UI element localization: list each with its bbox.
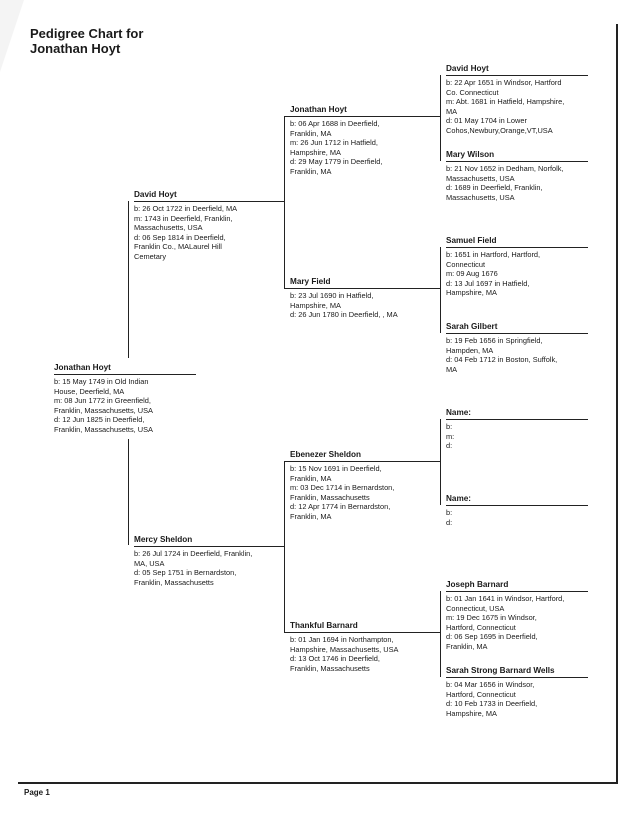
person-entry-gen4-8 bbox=[446, 665, 588, 718]
person-entry-gen3-mf bbox=[290, 449, 440, 522]
detail-line: b: 21 Nov 1652 in Dedham, Norfolk, bbox=[446, 164, 564, 173]
detail-line: m: 09 Aug 1676 bbox=[446, 269, 498, 279]
detail-line: Hampshire, Massachusetts, USA bbox=[290, 644, 399, 654]
person-name: Joseph Barnard bbox=[446, 580, 509, 589]
detail-line: b: 26 Oct 1722 in Deerfield, MA bbox=[134, 204, 238, 213]
detail-line: d: 04 Feb 1712 in Boston, Suffolk, bbox=[446, 355, 558, 365]
chart-title-line: Jonathan Hoyt bbox=[30, 41, 121, 56]
detail-line: Franklin, MA bbox=[446, 641, 488, 651]
detail-line: m: 19 Dec 1675 in Windsor, bbox=[446, 613, 537, 623]
detail-line: Hartford, Connecticut bbox=[446, 689, 516, 699]
person-details bbox=[290, 116, 440, 177]
detail-line: b: 19 Feb 1656 in Springfield, bbox=[446, 336, 543, 345]
person-name: Jonathan Hoyt bbox=[54, 363, 111, 372]
person-entry-gen4-6 bbox=[446, 493, 588, 527]
detail-line: Franklin Co., MALaurel Hill bbox=[134, 242, 222, 252]
person-name: Ebenezer Sheldon bbox=[290, 450, 361, 459]
person-entry-gen4-1 bbox=[446, 63, 588, 136]
detail-line: b: 15 May 1749 in Old Indian bbox=[54, 377, 149, 386]
detail-line: Franklin, MA bbox=[290, 166, 332, 176]
detail-line: Franklin, MA bbox=[290, 128, 332, 138]
chart-title-line: Pedigree Chart for bbox=[30, 26, 144, 41]
connector-line bbox=[284, 116, 285, 201]
detail-line: Franklin, Massachusetts, USA bbox=[54, 424, 153, 434]
detail-line: m: bbox=[446, 431, 455, 441]
detail-line: Hampshire, MA bbox=[446, 288, 497, 298]
detail-line: b: 01 Jan 1641 in Windsor, Hartford, bbox=[446, 594, 565, 603]
detail-line: d: 10 Feb 1733 in Deerfield, bbox=[446, 699, 538, 709]
person-details bbox=[290, 461, 440, 522]
detail-line: m: 1743 in Deerfield, Franklin, bbox=[134, 213, 233, 223]
detail-line: d: 1689 in Deerfield, Franklin, bbox=[446, 183, 543, 193]
connector-line bbox=[128, 439, 129, 545]
detail-line: d: 29 May 1779 in Deerfield, bbox=[290, 157, 383, 167]
person-name: Samuel Field bbox=[446, 236, 497, 245]
chart-title bbox=[30, 26, 143, 56]
detail-line: d: 12 Apr 1774 in Bernardston, bbox=[290, 502, 391, 512]
detail-line: Cohos,Newbury,Orange,VT,USA bbox=[446, 125, 553, 135]
detail-line: b: 23 Jul 1690 in Hatfield, bbox=[290, 291, 374, 300]
detail-line: Hampshire, MA bbox=[290, 147, 341, 157]
person-details bbox=[446, 505, 588, 527]
detail-line: Massachusetts, USA bbox=[446, 192, 515, 202]
person-details bbox=[446, 419, 588, 451]
detail-line: d: 12 Jun 1825 in Deerfield, bbox=[54, 415, 145, 425]
detail-line: d: 01 May 1704 in Lower bbox=[446, 116, 527, 126]
detail-line: b: 04 Mar 1656 in Windsor, bbox=[446, 680, 535, 689]
detail-line: MA, USA bbox=[134, 558, 165, 568]
person-details bbox=[446, 677, 588, 718]
person-name: Sarah Gilbert bbox=[446, 322, 498, 331]
connector-line bbox=[440, 419, 441, 505]
connector-line bbox=[284, 545, 285, 632]
person-name: Sarah Strong Barnard Wells bbox=[446, 666, 555, 675]
detail-line: d: 06 Sep 1814 in Deerfield, bbox=[134, 232, 226, 242]
person-name: Jonathan Hoyt bbox=[290, 105, 347, 114]
person-details bbox=[290, 632, 440, 673]
detail-line: m: 26 Jun 1712 in Hatfield, bbox=[290, 138, 378, 148]
person-entry-gen4-3 bbox=[446, 235, 588, 298]
person-name: Mary Wilson bbox=[446, 150, 495, 159]
detail-line: b: 22 Apr 1651 in Windsor, Hartford bbox=[446, 78, 562, 87]
detail-line: Franklin, Massachusetts, USA bbox=[54, 405, 153, 415]
person-name: David Hoyt bbox=[446, 64, 489, 73]
connector-line bbox=[440, 75, 441, 161]
detail-line: m: 08 Jun 1772 in Greenfield, bbox=[54, 396, 151, 406]
person-details bbox=[446, 247, 588, 298]
detail-line: Co. Connecticut bbox=[446, 87, 499, 97]
connector-line bbox=[128, 201, 129, 358]
detail-line: d: 13 Jul 1697 in Hatfield, bbox=[446, 278, 530, 288]
detail-line: House, Deerfield, MA bbox=[54, 386, 125, 396]
connector-line bbox=[440, 247, 441, 333]
person-entry-gen4-5 bbox=[446, 407, 588, 451]
person-details bbox=[134, 201, 284, 262]
person-details bbox=[134, 546, 284, 587]
detail-line: b: 1651 in Hartford, Hartford, bbox=[446, 250, 541, 259]
detail-line: Hampshire, MA bbox=[446, 708, 497, 718]
detail-line: Hartford, Connecticut bbox=[446, 622, 516, 632]
detail-line: d: bbox=[446, 517, 453, 527]
person-details bbox=[54, 374, 196, 435]
person-details bbox=[446, 333, 588, 374]
detail-line: Hampshire, MA bbox=[290, 300, 341, 310]
detail-line: Cemetary bbox=[134, 251, 167, 261]
detail-line: b: bbox=[446, 422, 453, 431]
person-entry-gen3-mm bbox=[290, 620, 440, 673]
detail-line: Franklin, MA bbox=[290, 511, 332, 521]
detail-line: Franklin, Massachusetts bbox=[134, 577, 214, 587]
person-entry-gen4-2 bbox=[446, 149, 588, 202]
detail-line: d: 05 Sep 1751 in Bernardston, bbox=[134, 568, 237, 578]
detail-line: b: 15 Nov 1691 in Deerfield, bbox=[290, 464, 382, 473]
detail-line: Franklin, Massachusetts bbox=[290, 492, 370, 502]
person-entry-gen4-4 bbox=[446, 321, 588, 374]
person-entry-gen3-fm bbox=[290, 276, 440, 320]
detail-line: d: 13 Oct 1746 in Deerfield, bbox=[290, 654, 380, 664]
detail-line: Hampden, MA bbox=[446, 345, 494, 355]
person-entry-gen2-father bbox=[134, 189, 284, 262]
detail-line: b: 26 Jul 1724 in Deerfield, Franklin, bbox=[134, 549, 253, 558]
detail-line: Connecticut, USA bbox=[446, 603, 505, 613]
detail-line: Franklin, MA bbox=[290, 473, 332, 483]
person-entry-gen2-mother bbox=[134, 534, 284, 587]
person-entry-gen3-ff bbox=[290, 104, 440, 177]
detail-line: Franklin, Massachusetts bbox=[290, 663, 370, 673]
detail-line: MA bbox=[446, 106, 458, 116]
person-entry-gen4-7 bbox=[446, 579, 588, 652]
detail-line: d: 26 Jun 1780 in Deerfield, , MA bbox=[290, 310, 398, 320]
person-name: Mary Field bbox=[290, 277, 331, 286]
connector-line bbox=[284, 461, 285, 545]
detail-line: b: 06 Apr 1688 in Deerfield, bbox=[290, 119, 380, 128]
person-details bbox=[446, 75, 588, 136]
person-details bbox=[446, 161, 588, 202]
connector-line bbox=[440, 591, 441, 677]
page-number: Page 1 bbox=[24, 788, 50, 797]
detail-line: b: bbox=[446, 508, 453, 517]
detail-line: Massachusetts, USA bbox=[446, 173, 515, 183]
detail-line: m: Abt. 1681 in Hatfield, Hampshire, bbox=[446, 97, 565, 107]
person-entry-gen1 bbox=[54, 362, 196, 435]
detail-line: Massachusetts, USA bbox=[134, 223, 203, 233]
person-name: David Hoyt bbox=[134, 190, 177, 199]
detail-line: d: bbox=[446, 441, 453, 451]
connector-line bbox=[284, 201, 285, 288]
detail-line: Connecticut bbox=[446, 259, 486, 269]
detail-line: b: 01 Jan 1694 in Northampton, bbox=[290, 635, 394, 644]
detail-line: d: 06 Sep 1695 in Deerfield, bbox=[446, 632, 538, 642]
person-details bbox=[446, 591, 588, 652]
detail-line: m: 03 Dec 1714 in Bernardston, bbox=[290, 483, 395, 493]
detail-line: MA bbox=[446, 364, 458, 374]
person-name: Name: bbox=[446, 408, 472, 417]
person-details bbox=[290, 288, 440, 320]
person-name: Mercy Sheldon bbox=[134, 535, 193, 544]
person-name: Name: bbox=[446, 494, 472, 503]
person-name: Thankful Barnard bbox=[290, 621, 358, 630]
